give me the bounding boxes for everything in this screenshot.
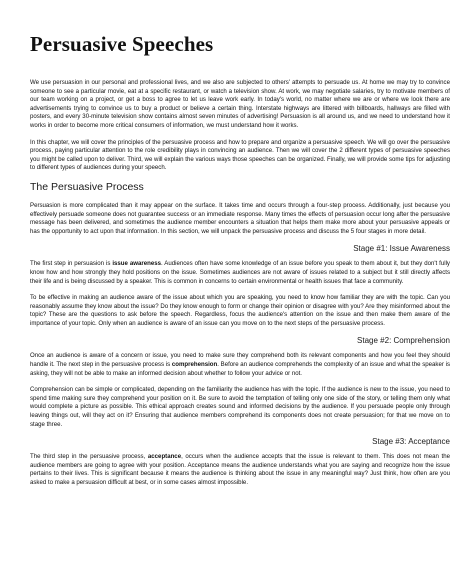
stage-1-paragraph-1: The first step in persuasion is issue awareness. Audiences often have some knowledge of an issue before you speak to them about it, but they don't fully know how and how strongly they hold positions on the issue. Sometimes audiences are not aware of issues related to a subject but it still directly affects their life and is being discussed by a speaker. This is common in concerns to certain environmental or health issues that face a community. [30, 260, 450, 285]
stage-1-term: issue awareness [112, 260, 161, 268]
page-title: Persuasive Speeches [30, 32, 214, 56]
stage-1-heading: Stage #1: Issue Awareness [353, 244, 450, 254]
section-heading: The Persuasive Process [30, 180, 144, 193]
section-intro-paragraph: Persuasion is more complicated than it may appear on the surface. It takes time and occurs through a four-step process. Additionally, just because you effectively persuade someone does not guarantee success or an immediate response. Many times the effects of persuasion occur long after the persuasive message has been delivered, and sometimes the audience member encounters a situation that helps them make more about your persuasive appeals or has the opportunity to act upon that information. In this section, we will unpack the persuasive process and discuss the 5 four stages in more detail. [30, 201, 450, 235]
intro-paragraph-1: We use persuasion in our personal and professional lives, and we also are subjected to others' attempts to persuade us. At home we may try to convince someone to see a particular movie, eat at a specific restaurant, or watch a television show. At work, we may negotiate salaries, try to motivate members of our team working on a project, or get a boss to agree to let us leave work early. In today's world, no matter where we are or where we look there are advertisements trying to convince us to buy a product or believe a certain thing. Interstate highways are littered with billboards, hallways are filled with posters, and every 30-minute television show contains almost seven minutes of advertising! Persuasion is all around us, and we need to understand how it works in order to become more critical consumers of information, we must understand how it works. [30, 79, 450, 129]
stage-2-paragraph-2: Comprehension can be simple or complicated, depending on the familiarity the audience has with the topic. If the audience is new to the issue, you need to spend time making sure they comprehend your position on it. Be sure to avoid the temptation of telling only one side of the story, or telling them only what would complete a picture as possible. This ethical approach creates sound and informed decisions by the audience. If you persuade people only through leaving things out, will they act on it? Ensuring that audience members comprehend its components does not create persuasion; for that we move on to stage three. [30, 386, 450, 428]
stage-3-heading: Stage #3: Acceptance [372, 437, 450, 447]
stage-2-paragraph-1: Once an audience is aware of a concern or issue, you need to make sure they comprehend both its relevant components and how you feel they should handle it. The next step in the persuasive process is comprehension. Before an audience comprehends the complexity of an issue and what the speaker is asking, they will not be able to make an informed decision about whether to follow your advice or not. [30, 352, 450, 377]
stage-1-paragraph-2: To be effective in making an audience aware of the issue about which you are speaking, you need to know how familiar they are with the topic. Can you reasonably assume they know about the issue? Do they know enough to form or change their opinion or disagree with you? Are they misinformed about the topic? These are the questions to ask before the speech. Regardless, focus the audience's attention on the issue and then make them aware of the importance of your topic. Only when an audience is aware of an issue can you move on to the next steps of the persuasive process. [30, 294, 450, 327]
stage-2-term: comprehension [171, 361, 218, 369]
stage-3-term: acceptance [147, 453, 182, 461]
stage-2-heading: Stage #2: Comprehension [357, 336, 450, 346]
stage-3-paragraph-1: The third step in the persuasive process, acceptance, occurs when the audience accepts that the issue is relevant to them. This does not mean the audience members are going to agree with your position. Acceptance means the audience understands what you are saying and recognize how the issue pertains to their lives. This is significant because it means the audience is thinking about the issue in any meaningful way? Just think, how often are you asked to make a persuasion difficult at best, or in some cases almost impossible. [30, 453, 451, 486]
intro-paragraph-2: In this chapter, we will cover the principles of the persuasive process and how to prepare and organize a persuasive speech. We will go over the persuasive process, paying particular attention to the role credibility plays in convincing an audience. Then we will cover the 2 different types of persuasive speeches you might be called upon to deliver. Third, we will explain the various ways those speeches can be organized. Finally, we will provide some tips for adjusting to different types of audiences during your speech. [30, 138, 450, 172]
